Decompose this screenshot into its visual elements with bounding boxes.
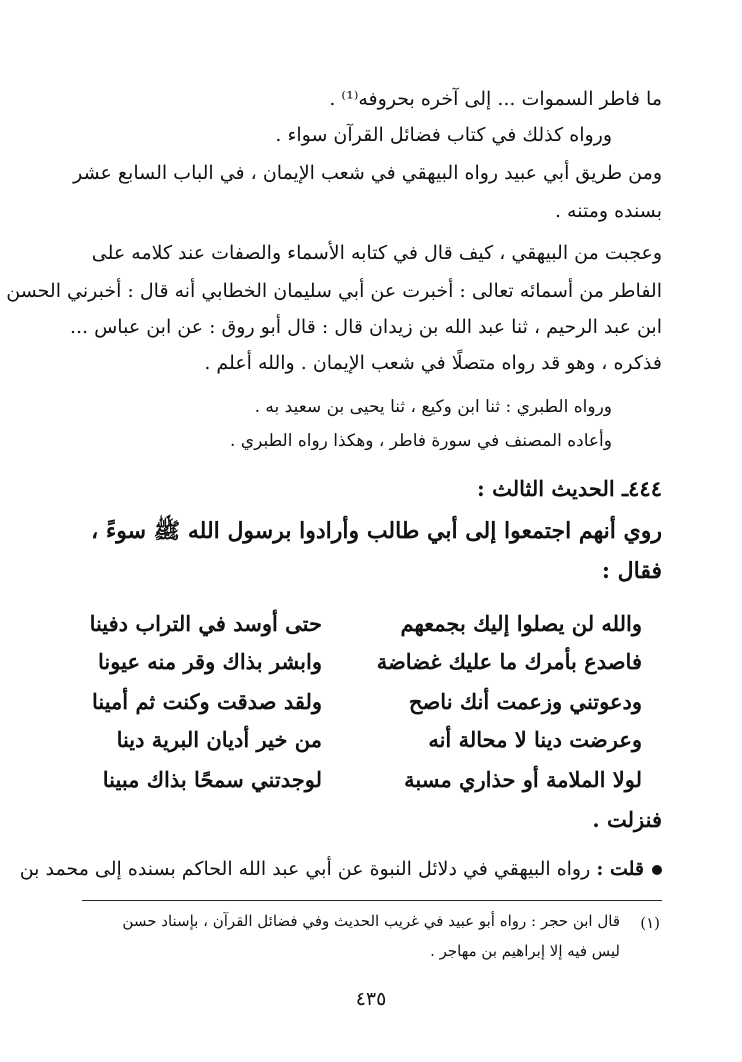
verse-right-3: ودعوتني وزعمت أنك ناصح: [408, 689, 642, 714]
footnote-number: (١): [640, 914, 660, 932]
verse-right-2: فاصدع بأمرك ما عليك غضاضة: [376, 649, 642, 674]
verse-left-4: من خير أديان البرية دينا: [116, 727, 322, 752]
text-line-7: ابن عبد الرحيم ، ثنا عبد الله بن زيدان قال : قال أبو روق : عن ابن عباس ...: [69, 316, 662, 338]
hadith-heading: ٤٤٤ـ الحديث الثالث :: [477, 476, 662, 501]
text-line-4: بسنده ومتنه .: [554, 200, 662, 222]
qult-text: رواه البيهقي في دلائل النبوة عن أبي عبد الله الحاكم بسنده إلى محمد بن: [19, 858, 591, 880]
footnote-line-2: ليس فيه إلا إبراهيم بن مهاجر .: [430, 942, 620, 960]
text-line-5: وعجبت من البيهقي ، كيف قال في كتابه الأسماء والصفات عند كلامه على: [91, 242, 662, 264]
hadith-text-line-2: فقال :: [601, 558, 662, 584]
verse-right-4: وعرضت دينا لا محالة أنه: [428, 727, 642, 752]
verse-right-5: لولا الملامة أو حذاري مسبة: [404, 767, 642, 792]
page-number: ٤٣٥: [355, 988, 387, 1010]
text-line-1: ما فاطر السموات ... إلى آخره بحروفه⁽¹⁾ .: [329, 88, 662, 110]
verse-left-2: وابشر بذاك وقر منه عيونا: [98, 649, 322, 674]
verse-left-5: لوجدتني سمحًا بذاك مبينا: [102, 767, 322, 792]
closing-line: فنزلت .: [592, 807, 662, 832]
verse-left-3: ولقد صدقت وكنت ثم أمينا: [91, 689, 322, 714]
verse-left-1: حتى أوسد في التراب دفينا: [89, 611, 322, 636]
sub-line-1: ورواه الطبري : ثنا ابن وكيع ، ثنا يحيى بن سعيد به .: [254, 397, 612, 417]
qult-paragraph: [20, 856, 662, 882]
footnote-divider: [82, 900, 662, 901]
text-line-8: فذكره ، وهو قد رواه متصلًا في شعب الإيمان . والله أعلم .: [204, 352, 662, 374]
sub-line-2: وأعاده المصنف في سورة فاطر ، وهكذا رواه الطبري .: [229, 431, 612, 451]
hadith-text-line-1: روي أنهم اجتمعوا إلى أبي طالب وأرادوا برسول الله ﷺ سوءً ،: [91, 518, 662, 544]
footnote-line-1: قال ابن حجر : رواه أبو عبيد في غريب الحديث وفي فضائل القرآن ، بإسناد حسن: [122, 912, 620, 930]
verse-right-1: والله لن يصلوا إليك بجمعهم: [400, 611, 642, 636]
qult-label: قلت :: [596, 858, 644, 880]
text-line-2: ورواه كذلك في كتاب فضائل القرآن سواء .: [275, 124, 612, 146]
bullet-icon: [652, 865, 662, 875]
text-line-3: ومن طريق أبي عبيد رواه البيهقي في شعب الإيمان ، في الباب السابع عشر: [73, 162, 662, 184]
text-line-6: الفاطر من أسمائه تعالى : أخبرت عن أبي سليمان الخطابي أنه قال : أخبرني الحسن: [6, 280, 662, 302]
